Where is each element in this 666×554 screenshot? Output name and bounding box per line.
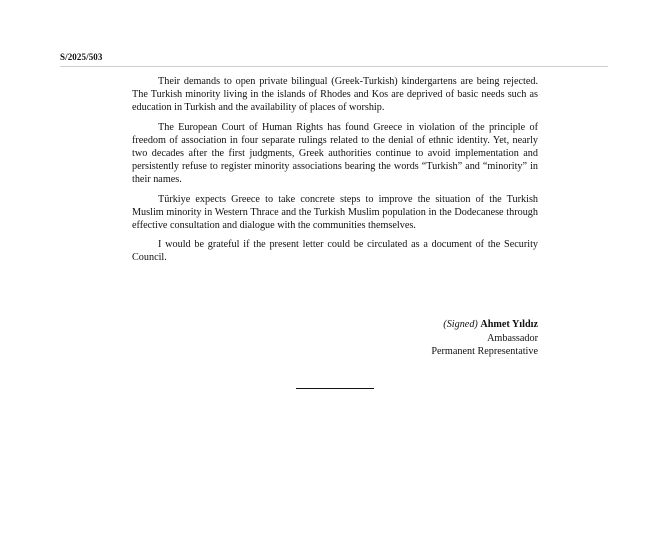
paragraph-turkiye-expects: Türkiye expects Greece to take concrete steps to improve the situation of the Turkish Muslim minority in Western Thrace and the Turkish Muslim population in the Dodecanese through effective consultation and dialogue with the communities themselves. bbox=[132, 193, 538, 232]
document-symbol: S/2025/503 bbox=[60, 52, 103, 62]
signed-label: (Signed) bbox=[443, 319, 478, 330]
signature-block bbox=[300, 318, 538, 359]
header-divider bbox=[60, 66, 608, 67]
letter-body bbox=[132, 75, 538, 271]
paragraph-kindergartens: Their demands to open private bilingual (Greek-Turkish) kindergartens are being rejected. The Turkish minority living in the islands of Rhodes and Kos are deprived of basic needs such as education in Turkish and the availability of places of worship. bbox=[132, 76, 538, 114]
signatory-name: Ahmet Yıldız bbox=[480, 319, 538, 330]
end-of-document-rule bbox=[296, 388, 374, 389]
paragraph-circulation-request: I would be grateful if the present letter could be circulated as a document of the Security Council. bbox=[132, 239, 538, 264]
signature-line bbox=[300, 318, 538, 332]
paragraph-echr-rulings: The European Court of Human Rights has found Greece in violation of the principle of freedom of association in four separate rulings related to the denial of ethnic identity. Yet, nearly two decades after the first judgments, Greek authorities continue to avoid implementation and persistently refuse to register minority associations bearing the words “Turkish” and “minority” in their names. bbox=[132, 121, 538, 186]
signatory-title: Ambassador bbox=[487, 332, 538, 344]
signatory-role: Permanent Representative bbox=[431, 346, 538, 357]
